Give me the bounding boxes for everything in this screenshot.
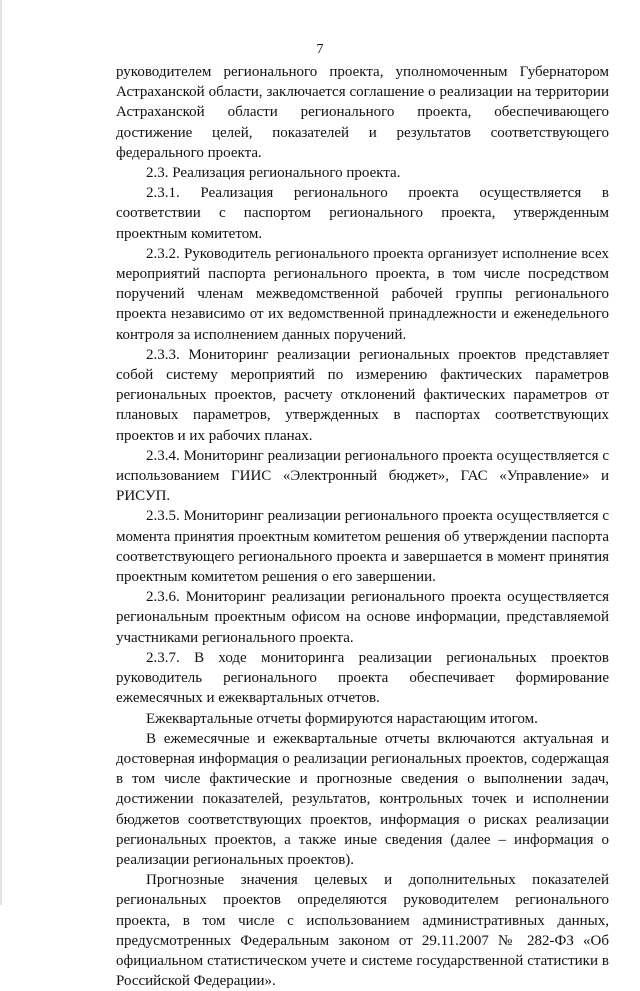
document-body <box>116 62 609 991</box>
paragraph-2-3-4: 2.3.4. Мониторинг реализации регионального проекта осуществляется с использованием ГИИС «Электронный бюджет», ГАС «Управление» и РИСУП. <box>116 447 609 505</box>
paragraph-continuation: руководителем регионального проекта, уполномоченным Губернатором Астраханской области, заключается соглашение о реализации на территории Астраханской области регионального проекта, обеспечивающего достижение целей, показателей и результатов соответствующего федерального проекта. <box>116 64 609 161</box>
paragraph-2-3-2: 2.3.2. Руководитель регионального проекта организует исполнение всех мероприятий паспорта регионального проекта, в том числе посредством поручений членам межведомственной рабочей группы регионального проекта независимо от их ведомственной принадлежности и еженедельного контроля за исполнением данных поручений. <box>116 245 609 343</box>
paragraph-2-3-7: 2.3.7. В ходе мониторинга реализации региональных проектов руководитель регионального проекта обеспечивает формирование ежемесячных и ежеквартальных отчетов. <box>116 649 609 707</box>
paragraph-report-contents: В ежемесячные и ежеквартальные отчеты включаются актуальная и достоверная информация о реализации региональных проектов, содержащая в том числе фактические и прогнозные сведения о выполнении задач, достижении показателей, результатов, контрольных точек и исполнении бюджетов соответствующих проектов, информация о рисках реализации региональных проектов, а также иные сведения (далее – информация о реализации региональных проектов). <box>116 730 609 868</box>
section-heading-2-3: 2.3. Реализация регионального проекта. <box>146 165 401 182</box>
paragraph-2-3-5: 2.3.5. Мониторинг реализации регионального проекта осуществляется с момента принятия проектным комитетом решения об утверждении паспорта соответствующего регионального проекта и завершается в момент принятия проектным комитетом решения о его завершении. <box>116 508 609 586</box>
paragraph-2-3-3: 2.3.3. Мониторинг реализации региональных проектов представляет собой систему мероприятий по измерению фактических параметров региональных проектов, расчету отклонений фактических параметров от плановых параметров, утвержденных в паспортах соответствующих проектов и их рабочих планах. <box>116 346 609 444</box>
paragraph-forecast-values: Прогнозные значения целевых и дополнительных показателей региональных проектов определяются руководителем регионального проекта, в том числе с использованием административных данных, предусмотренных Федеральным законом от 29.11.2007 № 282-ФЗ «Об официальном статистическом учете и системе государственной статистики в Российской Федерации». <box>116 872 609 990</box>
scan-edge <box>0 0 2 905</box>
paragraph-2-3-1: 2.3.1. Реализация регионального проекта осуществляется в соответствии с паспортом регионального проекта, утвержденным проектным комитетом. <box>116 185 609 242</box>
page-number: 7 <box>316 42 324 57</box>
paragraph-quarterly-reports: Ежеквартальные отчеты формируются нарастающим итогом. <box>146 710 538 727</box>
paragraph-2-3-6: 2.3.6. Мониторинг реализации регионального проекта осуществляется региональным проектным офисом на основе информации, представляемой участниками регионального проекта. <box>116 589 609 646</box>
